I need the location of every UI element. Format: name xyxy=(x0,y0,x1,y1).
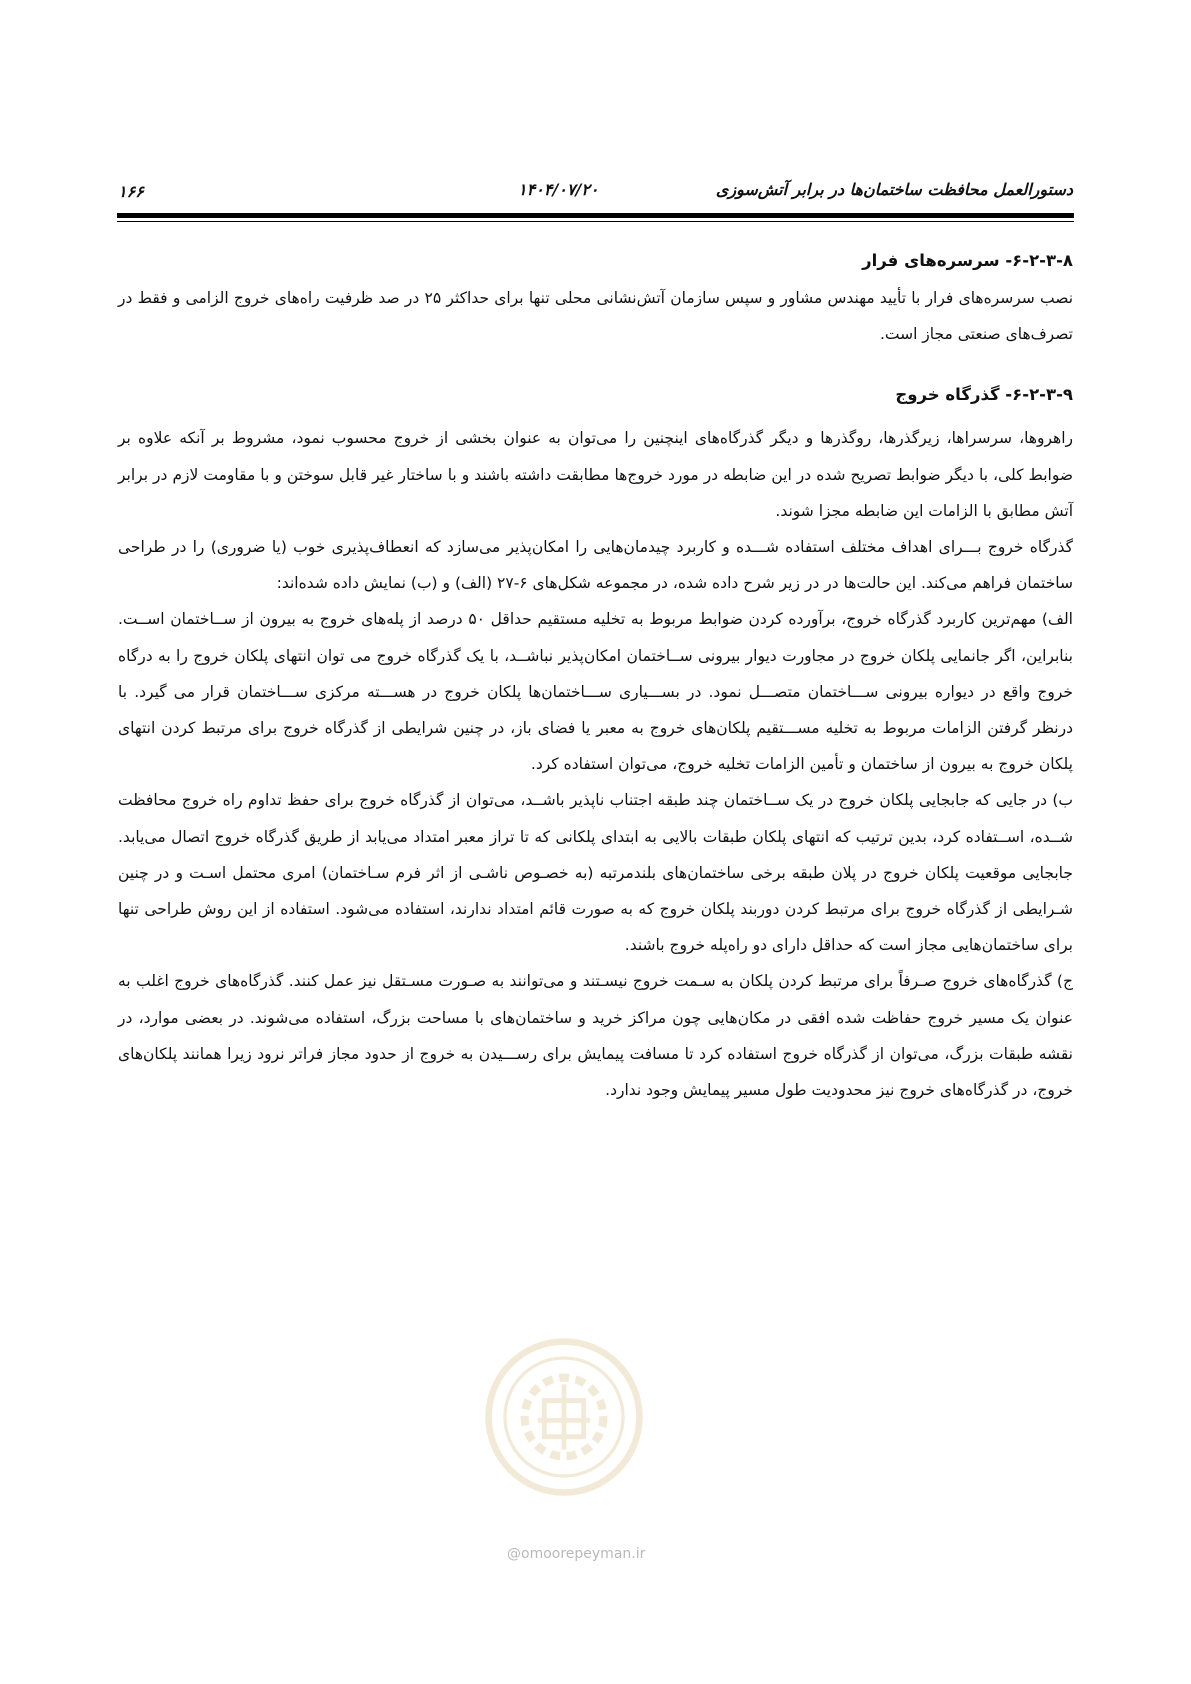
running-header xyxy=(118,176,1073,206)
header-rule-thick xyxy=(117,213,1074,218)
header-date: ۱۴۰۴/۰۷/۲۰ xyxy=(518,180,599,199)
paragraph: الف) مهم‌ترین کاربرد گذرگاه خروج، برآورده کردن ضوابط مربوط به تخلیه مستقیم حداقل ۵۰ درصد از پله‌های خروج به بیرون از ســاختمان اســت. بنابراین، اگر جانمایی پلکان خروج در مجاورت دیوار بیرونی ســاختمان امکان‌پذیر نباشــد، با یک گذرگاه خروج می توان انتهای پلکان خروج را به درگاه خروج واقع در دیواره بیرونی ســـاختمان متصـــل نمود. در بســـیاری ســـاختمان‌ها پلکان خروج در هســـته مرکزی ســـاختمان قرار می گیرد. با درنظر گرفتن الزامات مربوط به تخلیه مســـتقیم پلکان‌های خروج به معبر یا فضای باز، در چنین شرایطی از گذرگاه خروج برای مرتبط کردن انتهای پلکان خروج به بیرون از ساختمان و تأمین الزامات تخلیه خروج، می‌توان استفاده کرد. xyxy=(118,610,1073,774)
header-rule-thin xyxy=(117,221,1074,222)
paragraph: ج) گذرگاه‌های خروج صـرفاً برای مرتبط کردن پلکان به سـمت خروج نیسـتند و می‌توانند به صـورت مسـتقل نیز عمل کنند. گذرگاه‌های خروج اغلب به عنوان یک مسیر خروج حفاظت شده افقی در مکان‌هایی چون مراکز خرید و ساختمان‌های با مساحت بزرگ، استفاده می‌شوند. در بعضی موارد، در نقشه طبقات بزرگ، می‌توان از گذرگاه خروج استفاده کرد تا مسافت پیمایش برای رســـیدن به خروج از حدود مجاز فراتر نرود زیرا همانند پلکان‌های خروج، در گذرگاه‌های خروج نیز محدودیت طول مسیر پیمایش وجود ندارد. xyxy=(118,972,1073,1100)
section-heading-exit-passageway: ۶-۲-۳-۹- گذرگاه خروج xyxy=(895,385,1073,405)
page-number: ۱۶۶ xyxy=(118,182,144,201)
watermark-url: @omoorepeyman.ir xyxy=(507,1546,646,1562)
paragraph: ب) در جایی که جابجایی پلکان خروج در یک ســاختمان چند طبقه اجتناب ناپذیر باشــد، می‌توان از گذرگاه خروج برای حفظ تداوم راه خروج محافظت شــده، اســتفاده کرد، بدین ترتیب که انتهای پلکان طبقات بالایی به ابتدای پلکانی که تا تراز معبر امتداد می‌یابد از طریق گذرگاه خروج اتصال می‌یابد. جابجایی موقعیت پلکان خروج در پلان طبقه برخی ساختمان‌های بلندمرتبه (به خصـوص ناشـی از اثر فرم سـاختمان) امری محتمل اسـت و در چنین شـرایطی از گذرگاه خروج برای مرتبط کردن دوربند پلکان خروج که به صورت قائم امتداد ندارند، استفاده می‌شود. استفاده از این روش طراحی تنها برای ساختمان‌هایی مجاز است که حداقل دارای دو راه‌پله خروج باشند. xyxy=(118,791,1073,955)
header-title: دستورالعمل محافظت ساختمان‌ها در برابر آتش‌سوزی xyxy=(715,180,1073,199)
paragraph-escape-slides: نصب سرسره‌های فرار با تأیید مهندس مشاور و سپس سازمان آتش‌نشانی محلی تنها برای حداکثر ۲۵ در صد ظرفیت راه‌های خروج الزامی و فقط در تصرف‌های صنعتی مجاز است. xyxy=(118,289,1074,344)
paragraph: گذرگاه خروج بـــرای اهداف مختلف استفاده شـــده و کاربرد چیدمان‌هایی را امکان‌پذیر می‌سازد که انعطاف‌پذیری خوب (یا ضروری) را در طراحی ساختمان فراهم می‌کند. این حالت‌ها در در زیر شرح داده شده، در مجموعه شکل‌های ۶-۲۷ (الف) و (ب) نمایش داده شده‌اند: xyxy=(118,538,1073,593)
page-content xyxy=(118,246,1073,1108)
seal-logo-icon xyxy=(482,1335,646,1499)
section-heading-escape-slides: ۶-۲-۳-۸- سرسره‌های فرار xyxy=(862,251,1073,270)
paragraph: راهروها، سرسراها، زیرگذرها، روگذرها و دیگر گذرگاه‌های اینچنین را می‌توان به عنوان بخشی از خروج محسوب نمود، مشروط بر آنکه علاوه بر ضوابط کلی، با دیگر ضوابط تصریح شده در این ضابطه در مورد خروج‌ها مطابقت داشته باشند و با ساختار غیر قابل سوختن و با مقاومت لازم در برابر آتش مطابق با الزامات این ضابطه مجزا شوند. xyxy=(118,429,1073,520)
